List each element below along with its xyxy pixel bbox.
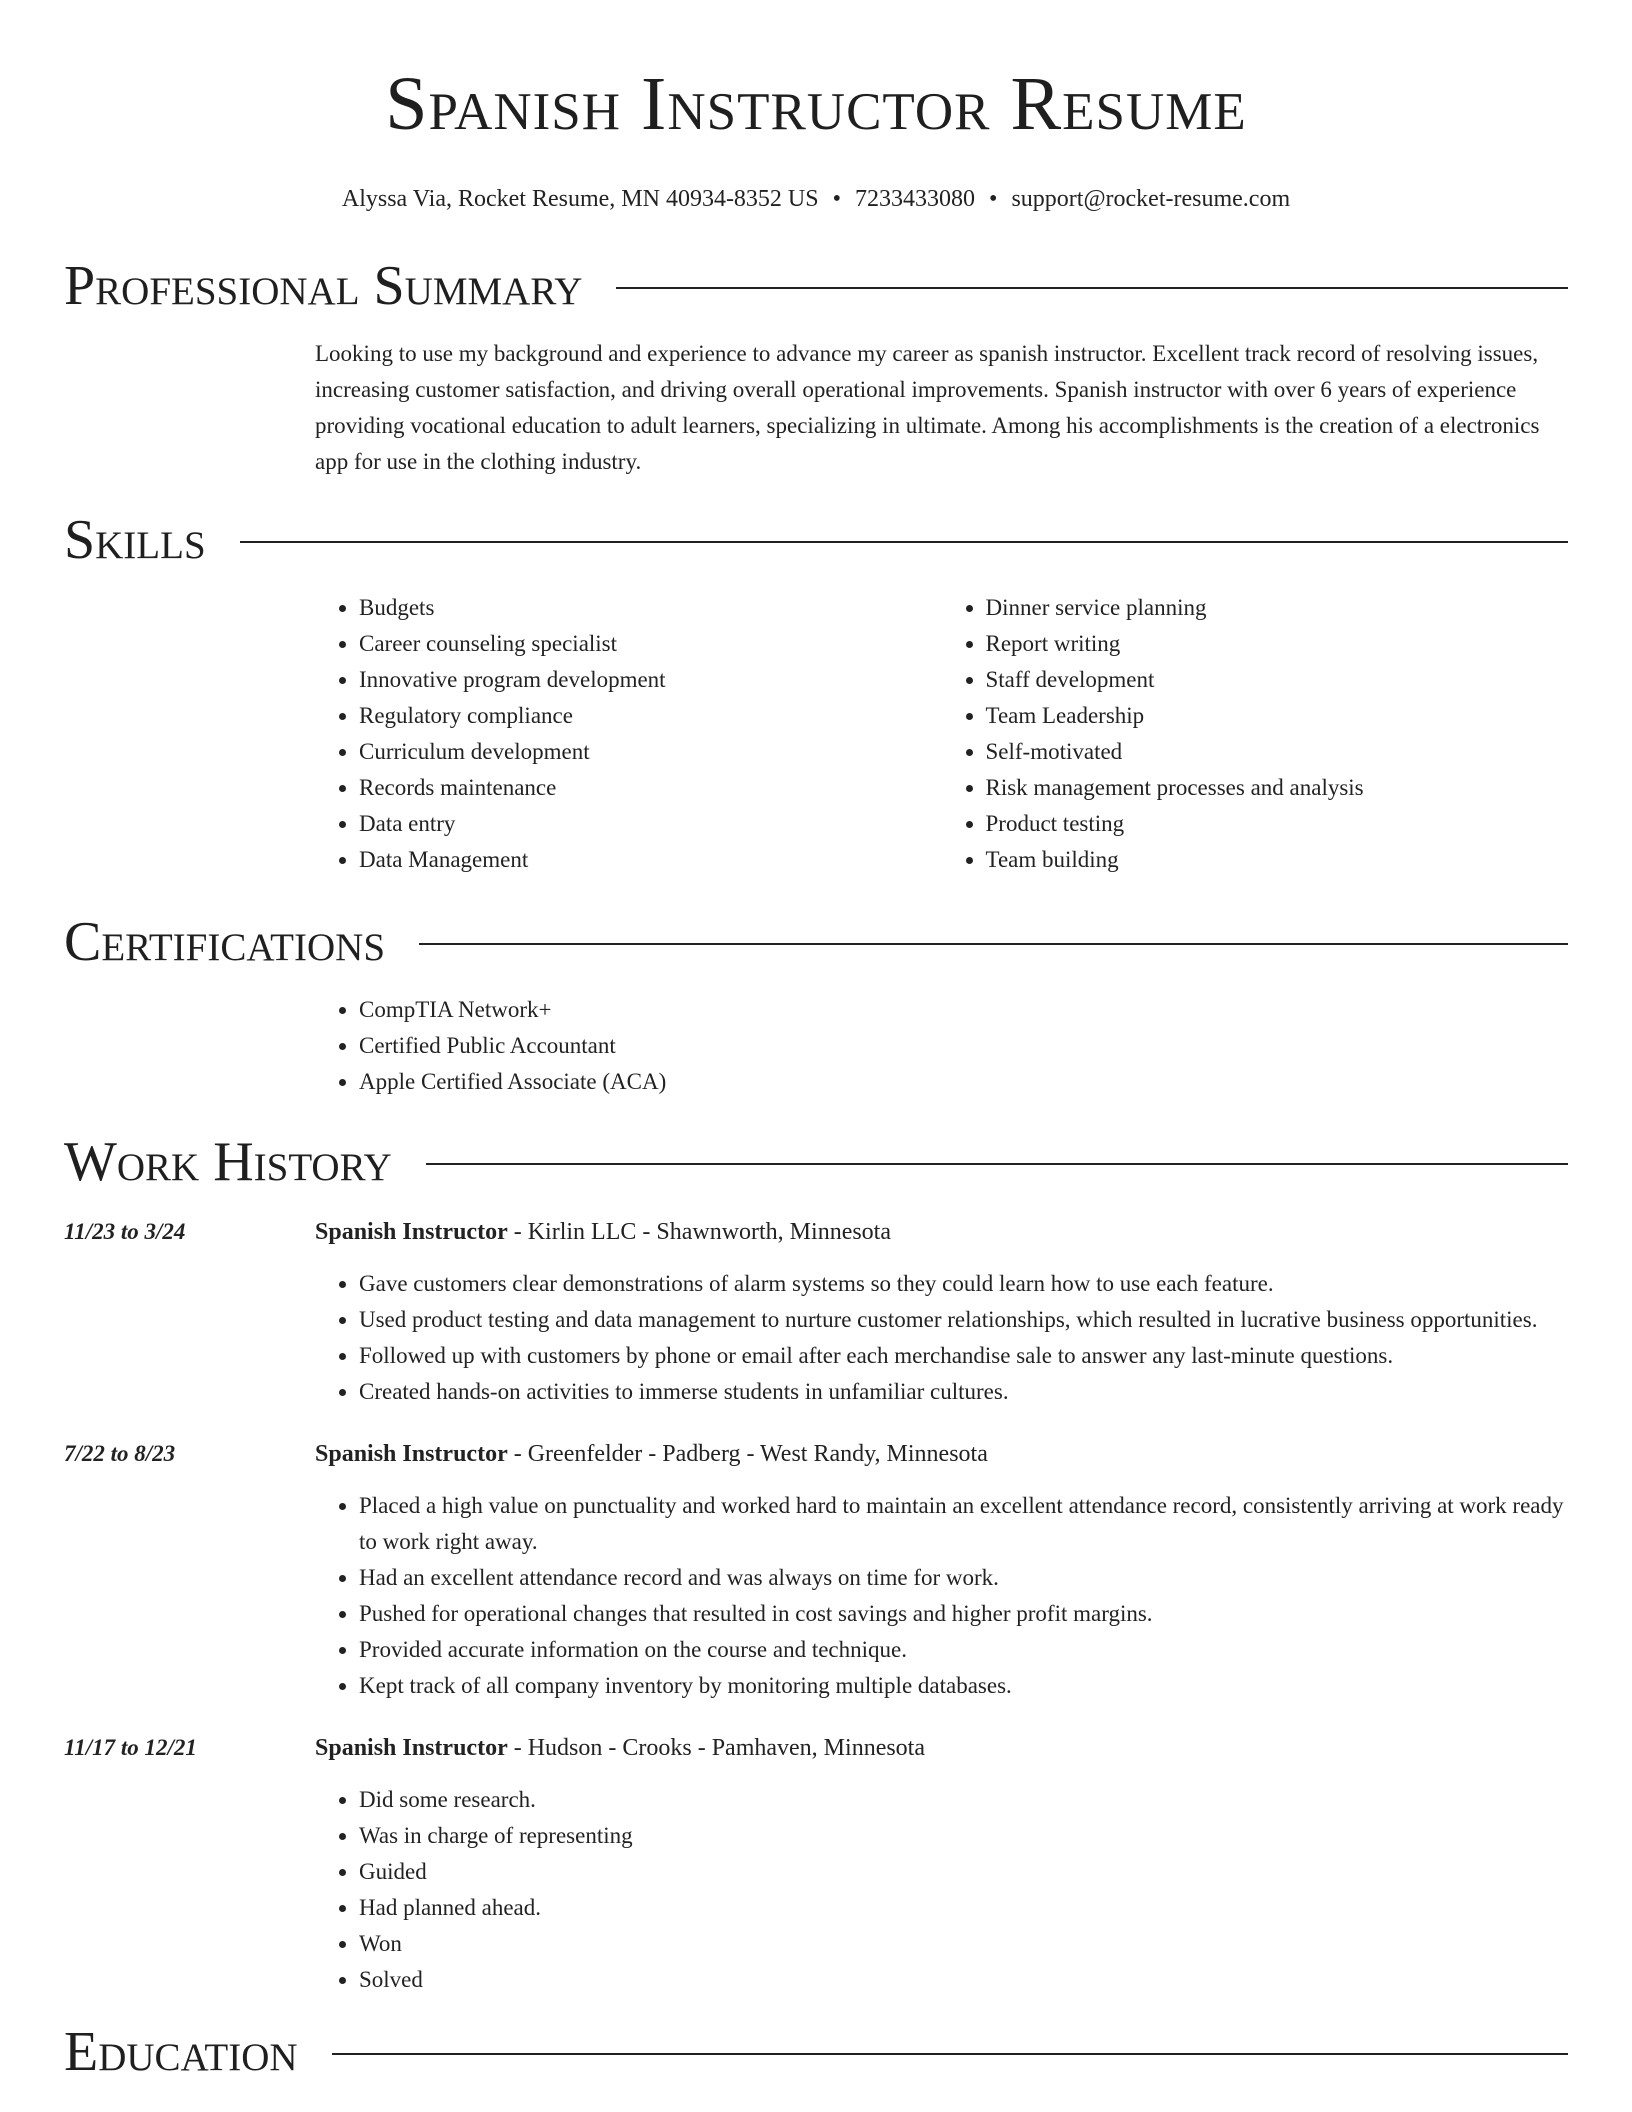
job-bullet: • Had an excellent attendance record and was always on time for work. [359, 1560, 1568, 1596]
job-details [315, 1214, 1568, 1410]
contact-separator: • [989, 186, 998, 212]
job-bullets [315, 1488, 1568, 1704]
skills-left-column [315, 590, 942, 878]
contact-email[interactable]: support@rocket-resume.com [1011, 186, 1291, 212]
certifications-heading: Certifications [64, 911, 386, 973]
job-bullet: • Gave customers clear demonstrations of alarm systems so they could learn how to use each feature. [359, 1266, 1568, 1302]
skill-item: • Product testing [986, 806, 1569, 842]
job-title-line [315, 1730, 1568, 1766]
section-divider [332, 2053, 1568, 2055]
contact-separator: • [832, 186, 842, 212]
job-dates: 7/22 to 8/23 [64, 1441, 176, 1466]
job-bullet: • Pushed for operational changes that resulted in cost savings and higher profit margins. [359, 1596, 1568, 1632]
job-bullet: • Won [359, 1926, 1568, 1962]
job-bullets [315, 1782, 1568, 1998]
skills-section-header [64, 508, 1568, 572]
job-bullet: • Guided [359, 1854, 1568, 1890]
contact-phone: 7233433080 [855, 186, 976, 212]
skill-item: • Data Management [359, 842, 942, 878]
skills-grid [315, 590, 1568, 878]
work-history-heading: Work History [64, 1131, 392, 1193]
section-divider [240, 541, 1568, 543]
section-divider [426, 1163, 1568, 1165]
section-divider [616, 287, 1568, 289]
certification-item: • CompTIA Network+ [359, 992, 1568, 1028]
contact-line [64, 184, 1568, 214]
skill-item: • Staff development [986, 662, 1569, 698]
job-bullet: • Was in charge of representing [359, 1818, 1568, 1854]
job-title-line [315, 1214, 1568, 1250]
section-divider [419, 943, 1568, 945]
job-role: Spanish Instructor [315, 1441, 508, 1467]
job-title-line [315, 1436, 1568, 1472]
job-bullet: • Kept track of all company inventory by monitoring multiple databases. [359, 1668, 1568, 1704]
skill-item: • Career counseling specialist [359, 626, 942, 662]
summary-heading: Professional Summary [64, 255, 583, 317]
job-bullet: • Had planned ahead. [359, 1890, 1568, 1926]
certification-item: • Certified Public Accountant [359, 1028, 1568, 1064]
skill-item: • Budgets [359, 590, 942, 626]
resume-page [64, 0, 1568, 2084]
education-section-header [64, 2020, 1568, 2084]
skill-item: • Team building [986, 842, 1569, 878]
resume-title: Spanish Instructor Resume [385, 62, 1247, 146]
job-bullet: • Used product testing and data management to nurture customer relationships, which resulted in lucrative business opportunities. [359, 1302, 1568, 1338]
job-bullet: • Created hands-on activities to immerse students in unfamiliar cultures. [359, 1374, 1568, 1410]
skill-item: • Data entry [359, 806, 942, 842]
skill-item: • Self-motivated [986, 734, 1569, 770]
summary-text: Looking to use my background and experience to advance my career as spanish instructor. Excellent track record of resolving issues, increasing customer satisfaction, and driving overall operational improvements. Spanish instructor with over 6 years of experience providing vocational education to adult learners, specializing in ultimate. Among his accomplishments is the creation of a electronics app for use in the clothing industry. [315, 341, 1540, 474]
skill-item: • Report writing [986, 626, 1569, 662]
job-employer: - Greenfelder - Padberg - West Randy, Minnesota [507, 1441, 988, 1467]
job-dates: 11/17 to 12/21 [64, 1735, 197, 1760]
certification-item: • Apple Certified Associate (ACA) [359, 1064, 1568, 1100]
skills-heading: Skills [64, 509, 206, 571]
skill-item: • Regulatory compliance [359, 698, 942, 734]
job-details [315, 1730, 1568, 1998]
job-employer: - Kirlin LLC - Shawnworth, Minnesota [507, 1219, 892, 1245]
job-employer: - Hudson - Crooks - Pamhaven, Minnesota [507, 1735, 925, 1761]
job-dates: 11/23 to 3/24 [64, 1219, 186, 1244]
certifications-list [315, 992, 1568, 1100]
job-details [315, 1436, 1568, 1704]
skill-item: • Dinner service planning [986, 590, 1569, 626]
skill-item: • Records maintenance [359, 770, 942, 806]
job-entry [64, 1436, 1568, 1704]
summary-section-header [64, 254, 1568, 318]
job-bullet: • Did some research. [359, 1782, 1568, 1818]
job-bullet: • Followed up with customers by phone or email after each merchandise sale to answer any last-minute questions. [359, 1338, 1568, 1374]
job-entry [64, 1214, 1568, 1410]
job-bullet: • Solved [359, 1962, 1568, 1998]
skills-right-column [942, 590, 1569, 878]
education-heading: Education [64, 2021, 298, 2083]
contact-address: Alyssa Via, Rocket Resume, MN 40934-8352 US [341, 186, 819, 212]
job-bullet: • Placed a high value on punctuality and worked hard to maintain an excellent attendance record, consistently arriving at work ready to work right away. [359, 1488, 1568, 1560]
skill-item: • Team Leadership [986, 698, 1569, 734]
certifications-section-header [64, 910, 1568, 974]
job-role: Spanish Instructor [315, 1219, 508, 1245]
job-role: Spanish Instructor [315, 1735, 508, 1761]
job-bullets [315, 1266, 1568, 1410]
work-history-section-header [64, 1130, 1568, 1194]
skill-item: • Risk management processes and analysis [986, 770, 1569, 806]
skill-item: • Innovative program development [359, 662, 942, 698]
job-bullet: • Provided accurate information on the course and technique. [359, 1632, 1568, 1668]
job-entry [64, 1730, 1568, 1998]
work-history-list [64, 1214, 1568, 1998]
skill-item: • Curriculum development [359, 734, 942, 770]
